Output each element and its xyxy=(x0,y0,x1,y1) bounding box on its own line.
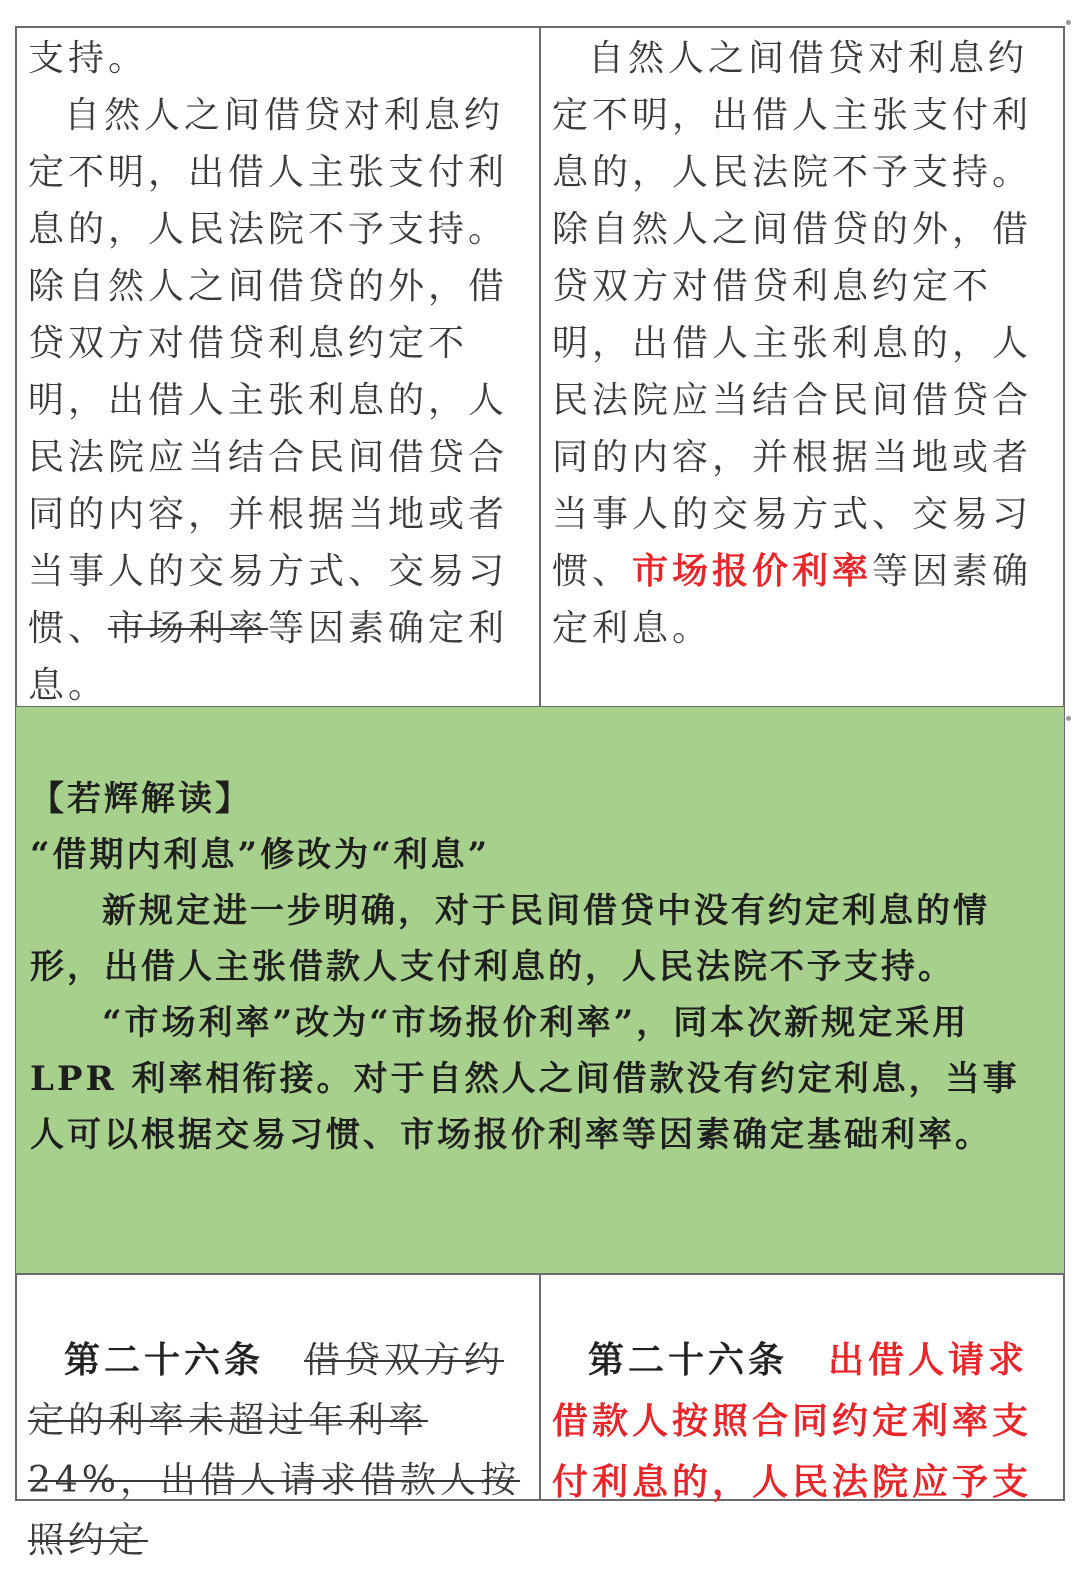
article-number: 第二十六条 xyxy=(64,1339,265,1381)
new-provision-text: 自然人之间借贷对利息约定不明，出借人主张支付利息的，人民法院不予支持。除自然人之间借贷的外，借贷双方对借贷利息约定不明，出借人主张利息的，人民法院应当结合民间借贷合同的内容，并根据当地或者当事人的交易方式、交易习惯、 xyxy=(552,38,1033,592)
commentary-paragraph-2: “市场利率”改为“市场报价利率”，同本次新规定采用 LPR 利率相衔接。对于自然人之间借款没有约定利息，当事人可以根据交易习惯、市场报价利率等因素确定基础利率。 xyxy=(30,1003,1020,1155)
commentary-subheading: “借期内利息”修改为“利息” xyxy=(30,835,491,875)
commentary-heading: 【若辉解读】 xyxy=(30,779,252,819)
old-provision-paragraph xyxy=(28,87,533,714)
old-article-26-cell xyxy=(28,1330,533,1571)
old-provision-cell xyxy=(28,30,533,714)
old-provision-tail: 等因素确定利息。 xyxy=(28,608,509,706)
new-provision-cell xyxy=(552,30,1058,657)
carry-over-text: 支持。 xyxy=(28,38,149,79)
old-provision-text: 自然人之间借贷对利息约定不明，出借人主张支付利息的，人民法院不予支持。除自然人之间借贷的外，借贷双方对借贷利息约定不明，出借人主张利息的，人民法院应当结合民间借贷合同的内容，并根据当地或者当事人的交易方式、交易习惯、 xyxy=(28,95,509,649)
table-divider-col-top xyxy=(539,27,541,707)
deleted-text: 借贷双方约定的利率未超过年利率 24%，出借人请求借款人按照约定 xyxy=(28,1340,521,1561)
old-article-26-paragraph xyxy=(28,1330,533,1571)
table-divider-col-bottom xyxy=(539,1273,541,1500)
commentary-paragraph-1: 新规定进一步明确，对于民间借贷中没有约定利息的情形，出借人主张借款人支付利息的，人民法院不予支持。 xyxy=(30,891,990,987)
deleted-text: 市场利率 xyxy=(108,608,269,649)
new-article-26-cell xyxy=(552,1330,1058,1513)
commentary-box xyxy=(16,707,1064,1273)
new-provision-paragraph xyxy=(552,30,1058,657)
article-number: 第二十六条 xyxy=(588,1339,789,1381)
new-article-26-paragraph xyxy=(552,1330,1058,1513)
new-provision-tail: 等因素确定利息。 xyxy=(552,551,1033,649)
inserted-text: 市场报价利率 xyxy=(632,550,873,592)
inserted-text: 出借人请求借款人按照合同约定利率支付利息的，人民法院应予支 xyxy=(552,1339,1033,1503)
table-corner-marker xyxy=(1066,20,1071,25)
table-corner-marker xyxy=(1066,716,1071,721)
